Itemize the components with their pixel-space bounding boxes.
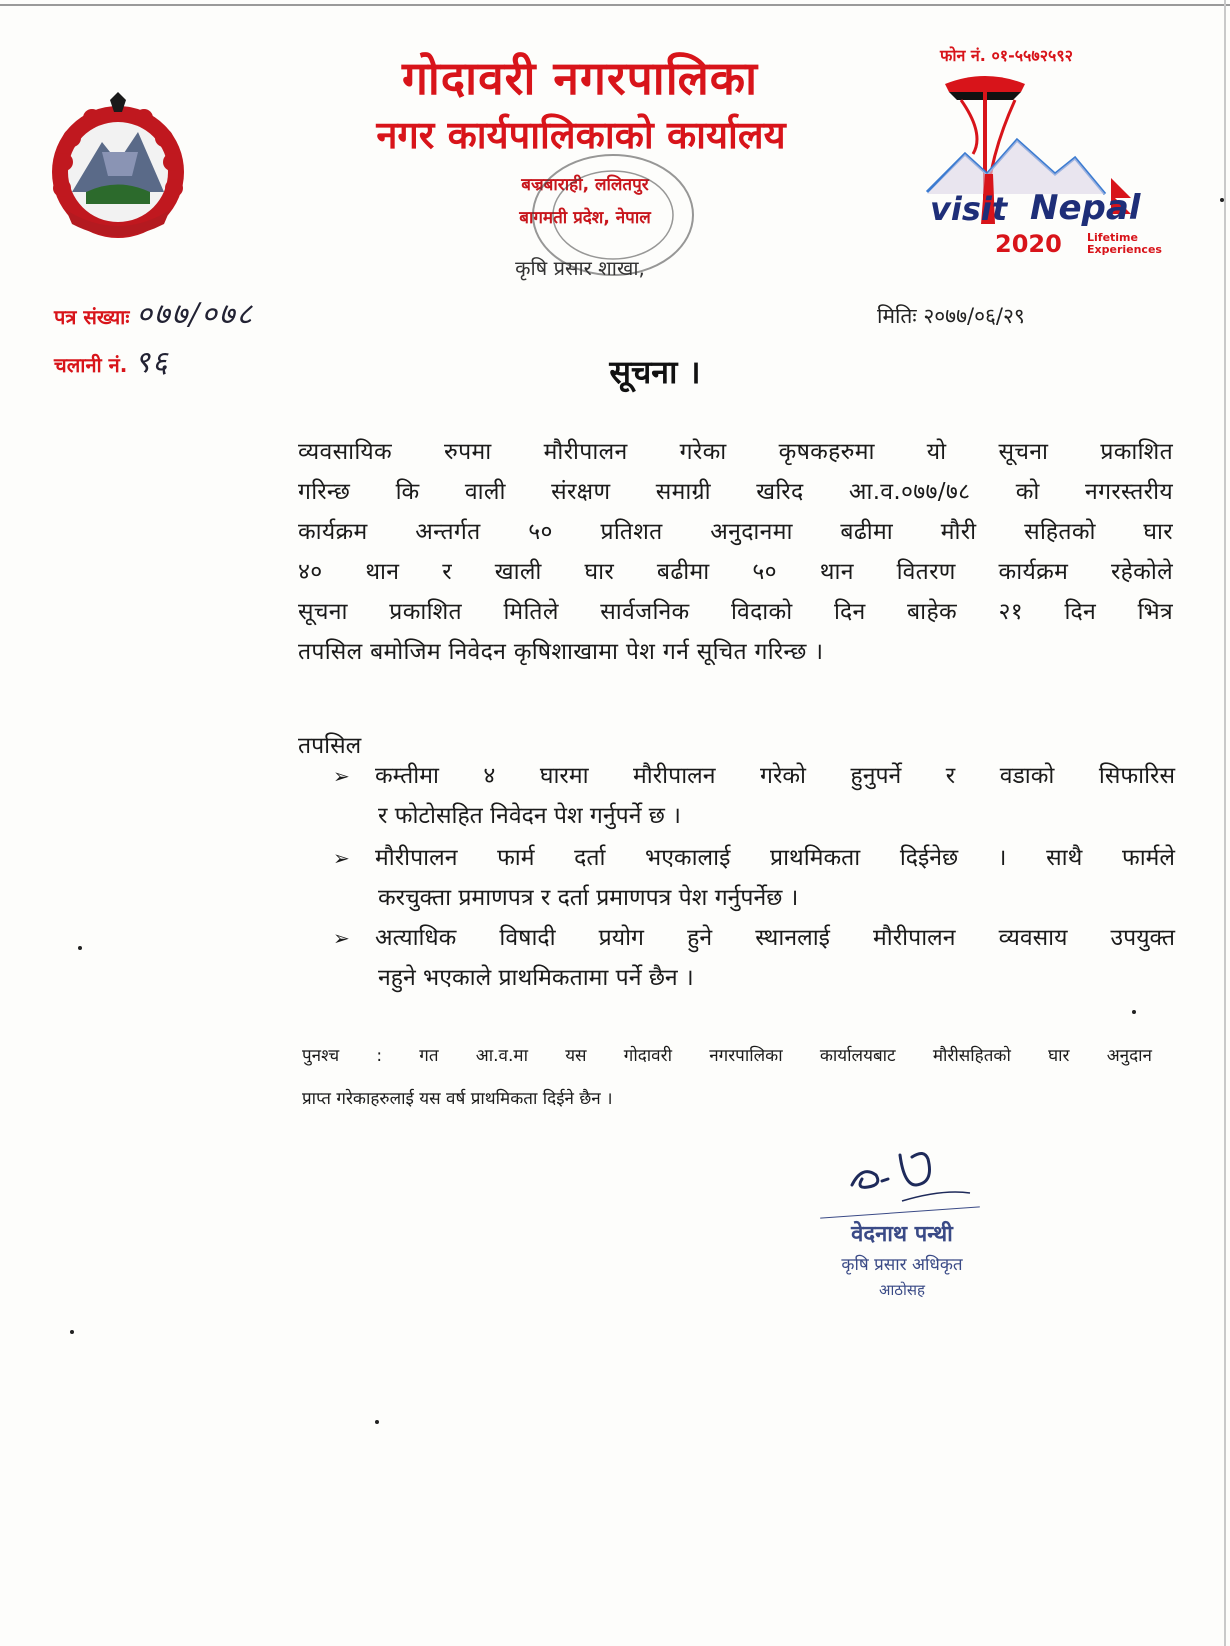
bullet-3-line-1: अत्याधिक विषादी प्रयोग हुने स्थानलाई मौरीपालन व्यवसाय उपयुक्त: [375, 925, 1175, 951]
page-top-border: [0, 4, 1230, 6]
letter-number-label: पत्र संख्याः: [54, 305, 130, 329]
nepal-emblem-icon: [42, 92, 194, 244]
scan-speck: [1132, 1010, 1136, 1014]
bullet-3-line-2: नहुने भएकाले प्राथमिकतामा पर्ने छैन ।: [378, 965, 694, 991]
body-line-3: कार्यक्रम अन्तर्गत ५० प्रतिशत अनुदानमा बढीमा मौरी सहितको घार: [298, 519, 1173, 545]
signatory-title: कृषि प्रसार अधिकृत: [841, 1255, 963, 1275]
signatory-name: वेदनाथ पन्थी: [851, 1222, 953, 1247]
bullet-arrow-icon: ➢: [333, 926, 350, 950]
bullet-item: [0, 840, 1230, 920]
phone-number: फोन नं. ०१-५५७२५९२: [940, 46, 1073, 65]
scan-speck: [375, 1420, 379, 1424]
body-line-6: तपसिल बमोजिम निवेदन कृषिशाखामा पेश गर्न सूचित गरिन्छ ।: [298, 639, 824, 665]
bullet-item: [0, 758, 1230, 838]
branch-label: कृषि प्रसार शाखा,: [515, 256, 645, 280]
notice-date: मितिः २०७७/०६/२९: [877, 304, 1025, 328]
dispatch-number-row: [54, 340, 170, 381]
bullet-2-line-1: मौरीपालन फार्म दर्ता भएकालाई प्राथमिकता दिईनेछ । साथै फार्मले: [375, 845, 1175, 871]
letter-number-row: [54, 292, 254, 333]
dispatch-number-label: चलानी नं.: [54, 353, 128, 377]
dispatch-number-value: ९६: [134, 345, 170, 380]
handwritten-signature: [842, 1135, 972, 1205]
address-line-1: बज्रबाराही, ललितपुर: [521, 175, 649, 195]
bullet-1-line-1: कम्तीमा ४ घारमा मौरीपालन गरेको हुनुपर्ने र वडाको सिफारिस: [375, 763, 1175, 789]
scan-speck: [78, 946, 82, 950]
visit-tagline: Lifetime Experiences: [1087, 231, 1162, 256]
signature-rule: [820, 1206, 980, 1218]
body-line-1: व्यवसायिक रुपमा मौरीपालन गरेका कृषकहरुमा यो सूचना प्रकाशित: [298, 439, 1173, 465]
address-line-2: बागमती प्रदेश, नेपाल: [519, 208, 651, 228]
visit-word: visit: [930, 190, 1008, 228]
bullet-1-line-2: र फोटोसहित निवेदन पेश गर्नुपर्ने छ ।: [378, 803, 681, 829]
visit-year: 2020: [995, 230, 1062, 258]
postscript-line-2: प्राप्त गरेकाहरुलाई यस वर्ष प्राथमिकता दिईने छैन ।: [302, 1089, 613, 1109]
scan-speck: [70, 1330, 74, 1334]
bullet-item: [0, 920, 1230, 1000]
postscript-line-1: पुनश्च : गत आ.व.मा यस गोदावरी नगरपालिका कार्यालयबाट मौरीसहितको घार अनुदान: [302, 1046, 1152, 1066]
municipality-title: गोदावरी नगरपालिका: [401, 51, 759, 105]
bullet-2-line-2: करचुक्ता प्रमाणपत्र र दर्ता प्रमाणपत्र पेश गर्नुपर्नेछ ।: [378, 885, 799, 911]
office-title: नगर कार्यपालिकाको कार्यालय: [376, 113, 786, 157]
signatory-subtitle: आठोसह: [878, 1281, 926, 1299]
bullet-arrow-icon: ➢: [333, 846, 350, 870]
nepal-word: Nepal: [1030, 188, 1141, 228]
notice-heading: सूचना ।: [609, 353, 701, 391]
body-line-2: गरिन्छ कि वाली संरक्षण समाग्री खरिद आ.व.०७७/७८ को नगरस्तरीय: [298, 479, 1173, 505]
body-line-4: ४० थान र खाली घार बढीमा ५० थान वितरण कार्यक्रम रहेकोले: [298, 559, 1173, 585]
tapasil-label: तपसिल: [298, 733, 362, 759]
bullet-arrow-icon: ➢: [333, 764, 350, 788]
body-line-5: सूचना प्रकाशित मितिले सार्वजनिक विदाको दिन बाहेक २१ दिन भित्र: [298, 599, 1173, 625]
letter-number-value: ०७७/०७८: [136, 297, 255, 332]
scan-speck: [1220, 198, 1224, 202]
